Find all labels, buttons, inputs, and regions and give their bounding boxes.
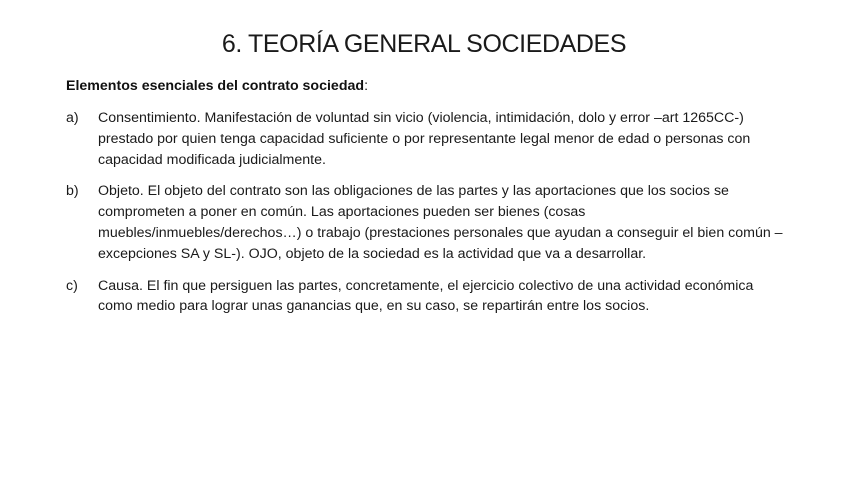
- list-item-a: [66, 108, 786, 170]
- list-item-text: Causa. El fin que persiguen las partes, concretamente, el ejercicio colectivo de una actividad económica como medio para lograr unas ganancias que, en su caso, se repartirán entre los socios.: [98, 277, 754, 315]
- slide-title: 6. TEORÍA GENERAL SOCIEDADES: [221, 30, 627, 58]
- list-marker: a): [66, 110, 79, 126]
- section-heading: [66, 76, 368, 96]
- elements-list: [66, 108, 786, 328]
- list-item-text: Consentimiento. Manifestación de voluntad sin vicio (violencia, intimidación, dolo y error –art 1265CC-) prestado por quien tenga capacidad suficiente o por representante legal menor de edad o personas con capacidad modificada judicialmente.: [98, 110, 751, 168]
- list-item-text: Objeto. El objeto del contrato son las obligaciones de las partes y las aportaciones que los socios se comprometen a poner en común. Las aportaciones pueden ser bienes (cosas muebles/inmuebles/derechos…) o trabajo (prestaciones personales que ayudan a conseguir el bien común –excepciones SA y SL-). OJO, objeto de la sociedad es la actividad que va a desarrollar.: [98, 183, 783, 262]
- list-item-b: [66, 181, 786, 264]
- list-marker: b): [66, 183, 79, 200]
- section-heading-bold: Elementos esenciales del contrato sociedad: [66, 78, 365, 94]
- list-marker: c): [66, 277, 78, 294]
- section-heading-suffix: :: [364, 78, 369, 94]
- list-item-c: [66, 276, 786, 318]
